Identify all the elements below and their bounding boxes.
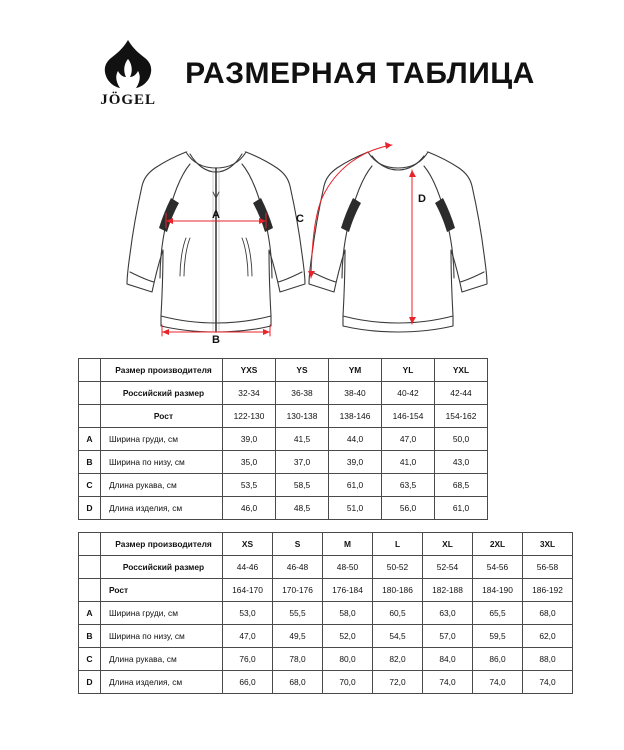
youth-size-table [78,358,488,520]
table-row [79,556,573,579]
cell: 58,5 [276,474,329,497]
cell: 184-190 [473,579,523,602]
header-size-cell: M [323,533,373,556]
header-size-cell: S [273,533,323,556]
row-key: C [79,648,101,671]
back-jacket-drawing [309,152,487,332]
cell: 176-184 [323,579,373,602]
measure-b-label: B [212,334,220,346]
cell: 60,5 [373,602,423,625]
cell: 164-170 [223,579,273,602]
row-label: Длина изделия, см [101,497,223,520]
row-label: Ширина по низу, см [101,625,223,648]
cell: 42-44 [435,382,488,405]
measure-d-label: D [418,193,426,205]
header-label-cell: Размер производителя [101,533,223,556]
row-key [79,382,101,405]
cell: 146-154 [382,405,435,428]
cell: 74,0 [423,671,473,694]
row-label: Длина рукава, см [101,474,223,497]
cell: 36-38 [276,382,329,405]
cell: 80,0 [323,648,373,671]
cell: 66,0 [223,671,273,694]
cell: 53,0 [223,602,273,625]
row-key: D [79,497,101,520]
table-row [79,648,573,671]
row-label: Рост [101,579,223,602]
cell: 68,0 [523,602,573,625]
cell: 57,0 [423,625,473,648]
cell: 47,0 [223,625,273,648]
cell: 72,0 [373,671,423,694]
cell: 51,0 [329,497,382,520]
row-key: B [79,625,101,648]
cell: 52-54 [423,556,473,579]
cell: 82,0 [373,648,423,671]
cell: 78,0 [273,648,323,671]
table-header-row [79,359,488,382]
cell: 61,0 [329,474,382,497]
cell: 68,5 [435,474,488,497]
row-label: Длина рукава, см [101,648,223,671]
table-row [79,602,573,625]
row-key [79,579,101,602]
cell: 46,0 [223,497,276,520]
table-row [79,451,488,474]
table-row [79,474,488,497]
cell: 35,0 [223,451,276,474]
cell: 49,5 [273,625,323,648]
cell: 70,0 [323,671,373,694]
cell: 58,0 [323,602,373,625]
jogel-flame-icon [98,38,158,90]
cell: 39,0 [329,451,382,474]
cell: 62,0 [523,625,573,648]
row-label: Рост [101,405,223,428]
header-size-cell: 3XL [523,533,573,556]
header-size-cell: YS [276,359,329,382]
brand-wordmark: JÖGEL [100,92,157,108]
cell: 122-130 [223,405,276,428]
table-row [79,625,573,648]
youth-size-table-wrap [78,358,488,520]
header-size-cell: YXS [223,359,276,382]
cell: 37,0 [276,451,329,474]
cell: 76,0 [223,648,273,671]
cell: 41,0 [382,451,435,474]
front-jacket-drawing [127,152,305,332]
cell: 130-138 [276,405,329,428]
cell: 41,5 [276,428,329,451]
cell: 32-34 [223,382,276,405]
garment-illustration [0,120,624,350]
table-row [79,671,573,694]
row-key [79,405,101,428]
row-key: C [79,474,101,497]
table-row [79,497,488,520]
row-key: D [79,671,101,694]
table-row [79,405,488,428]
cell: 55,5 [273,602,323,625]
cell: 52,0 [323,625,373,648]
cell: 59,5 [473,625,523,648]
cell: 74,0 [473,671,523,694]
cell: 56,0 [382,497,435,520]
cell: 53,5 [223,474,276,497]
header-size-cell: L [373,533,423,556]
cell: 54,5 [373,625,423,648]
cell: 50,0 [435,428,488,451]
cell: 48,5 [276,497,329,520]
header-size-cell: XS [223,533,273,556]
row-label: Ширина груди, см [101,428,223,451]
cell: 63,0 [423,602,473,625]
cell: 56-58 [523,556,573,579]
cell: 88,0 [523,648,573,671]
row-label: Российский размер [101,382,223,405]
cell: 47,0 [382,428,435,451]
cell: 39,0 [223,428,276,451]
cell: 65,5 [473,602,523,625]
cell: 84,0 [423,648,473,671]
header-label-cell: Размер производителя [101,359,223,382]
row-label: Длина изделия, см [101,671,223,694]
row-label: Ширина по низу, см [101,451,223,474]
cell: 74,0 [523,671,573,694]
header-size-cell: YL [382,359,435,382]
row-label: Российский размер [101,556,223,579]
cell: 61,0 [435,497,488,520]
cell: 54-56 [473,556,523,579]
cell: 46-48 [273,556,323,579]
brand-logo [89,38,167,110]
measure-c-label: C [296,213,304,225]
row-key: A [79,602,101,625]
cell: 44-46 [223,556,273,579]
cell: 86,0 [473,648,523,671]
adult-size-table-wrap [78,532,573,694]
cell: 40-42 [382,382,435,405]
row-key: B [79,451,101,474]
header-size-cell: 2XL [473,533,523,556]
cell: 154-162 [435,405,488,428]
table-row [79,428,488,451]
row-key [79,556,101,579]
cell: 48-50 [323,556,373,579]
header-size-cell: YM [329,359,382,382]
cell: 63,5 [382,474,435,497]
measure-a-label: A [212,209,220,221]
adult-size-table [78,532,573,694]
header-key-cell [79,359,101,382]
cell: 43,0 [435,451,488,474]
header-size-cell: XL [423,533,473,556]
cell: 186-192 [523,579,573,602]
page-header [0,34,624,114]
table-header-row [79,533,573,556]
cell: 138-146 [329,405,382,428]
cell: 68,0 [273,671,323,694]
table-row [79,382,488,405]
page-title: РАЗМЕРНАЯ ТАБЛИЦА [185,57,535,90]
row-key: A [79,428,101,451]
cell: 44,0 [329,428,382,451]
cell: 170-176 [273,579,323,602]
header-size-cell: YXL [435,359,488,382]
header-key-cell [79,533,101,556]
cell: 50-52 [373,556,423,579]
cell: 38-40 [329,382,382,405]
cell: 182-188 [423,579,473,602]
table-row [79,579,573,602]
cell: 180-186 [373,579,423,602]
row-label: Ширина груди, см [101,602,223,625]
